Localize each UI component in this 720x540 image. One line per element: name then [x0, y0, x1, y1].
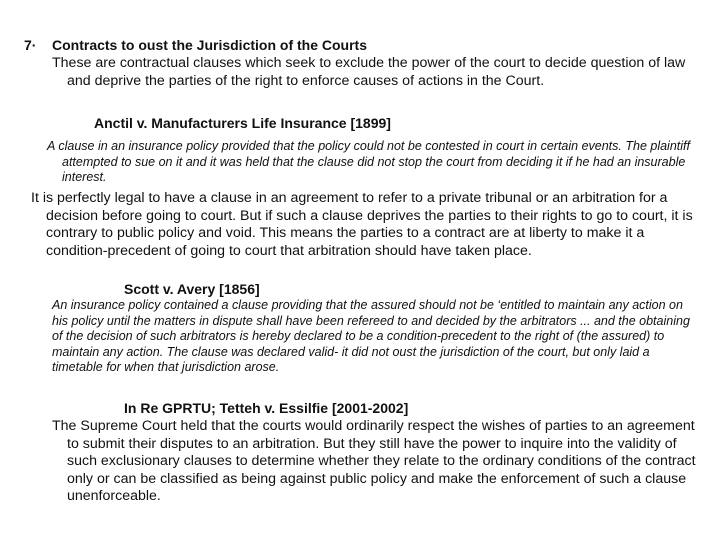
section-title: Contracts to oust the Jurisdiction of the Courts: [52, 37, 368, 53]
section-heading: [24, 37, 367, 53]
section-number: 7·: [24, 37, 37, 53]
case-summary-gprtu: The Supreme Court held that the courts would ordinarily respect the wishes of parties to an agreement to submit their disputes to an arbitration. But they still have the power to inquire into the validity of such exclusionary clauses to determine whether they relate to the ordinary conditions of the contract only or can be classified as being against public policy and make the enforcement of such a clause unenforceable.: [52, 418, 696, 504]
case-title-scott: Scott v. Avery [1856]: [124, 281, 260, 297]
arbitration-paragraph: It is perfectly legal to have a clause in an agreement to refer to a private tribunal or an arbitration for a decision before going to court. But if such a clause deprives the parties to their rights to go to court, it is contrary to public policy and void. This means the parties to a contract are at liberty to make it a condition-precedent of going to court that arbitration should have taken place.: [31, 190, 693, 259]
intro-paragraph: These are contractual clauses which seek to exclude the power of the court to decide question of law and deprive the parties of the right to enforce causes of actions in the Court.: [52, 55, 686, 89]
case-title-anctil: Anctil v. Manufacturers Life Insurance [1899]: [94, 115, 391, 131]
case-title-gprtu: In Re GPRTU; Tetteh v. Essilfie [2001-2002]: [124, 400, 409, 416]
case-summary-anctil: A clause in an insurance policy provided that the policy could not be contested in court in certain events. The plaintiff attempted to sue on it and it was held that the clause did not stop the court from deciding it if he had an insurable interest.: [47, 139, 690, 184]
case-summary-scott: An insurance policy contained a clause providing that the assured should not be ‘entitled to maintain any action on his policy until the matters in dispute shall have been refereed to and decided by the arbitrators ... and the obtaining of the decision of such arbitrators is hereby declared to be a condition-precedent to the right of (the assured) to maintain any action. The clause was declared valid- it did not oust the jurisdiction of the court, but only laid a timetable for when that jurisdiction arose.: [52, 298, 690, 374]
